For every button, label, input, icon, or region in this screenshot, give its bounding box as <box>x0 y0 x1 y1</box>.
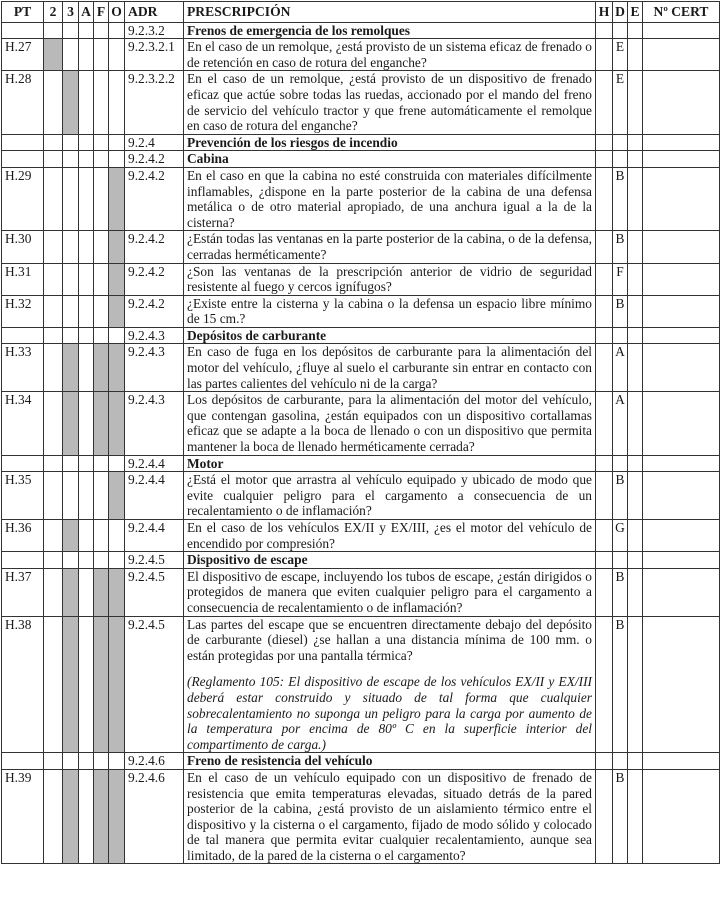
adr-ref: 9.2.3.2.2 <box>125 71 184 134</box>
header-row <box>2 2 720 23</box>
col-e-value <box>628 472 643 520</box>
cert-cell <box>643 263 720 295</box>
col-e-value <box>628 167 643 230</box>
col-e-value <box>628 71 643 134</box>
cert-cell <box>643 472 720 520</box>
shaded-cell <box>109 167 125 230</box>
table-row <box>2 71 720 134</box>
section-title: Depósitos de carburante <box>184 327 596 344</box>
col-e-value <box>628 344 643 392</box>
col-h-value <box>596 295 613 327</box>
col-d-value: B <box>613 568 628 616</box>
shaded-cell <box>63 568 79 616</box>
cert-cell <box>643 520 720 552</box>
cert-cell <box>643 769 720 864</box>
adr-ref: 9.2.4.4 <box>125 520 184 552</box>
item-code: H.32 <box>2 295 44 327</box>
adr-ref: 9.2.4.6 <box>125 769 184 864</box>
col-d-value: F <box>613 263 628 295</box>
prescription-text: ¿Existe entre la cisterna y la cabina o la defensa un espacio libre mínimo de 15 cm.? <box>184 295 596 327</box>
adr-ref: 9.2.4.2 <box>125 295 184 327</box>
prescription-text: En el caso de los vehículos EX/II y EX/III, ¿es el motor del vehículo de encendido por compresión? <box>184 520 596 552</box>
regulation-note: (Reglamento 105: El dispositivo de escape de los vehículos EX/II y EX/III deberá estar construido y situado de tal forma que cualquier sobrecalentamiento no suponga un peligro para la carga por aumento de la temperatura por encima de 80º C en la superficie interior del compartimento de carga.) <box>187 674 592 752</box>
item-code: H.36 <box>2 520 44 552</box>
table-row <box>2 344 720 392</box>
prescription-text: En caso de fuga en los depósitos de carburante para la alimentación del motor del vehículo, ¿fluye al suelo el carburante sin entrar en contacto con las partes calientes del vehículo ni de la carga? <box>184 344 596 392</box>
col-d-value: A <box>613 344 628 392</box>
col-h-value <box>596 344 613 392</box>
col-d-value: G <box>613 520 628 552</box>
item-code: H.30 <box>2 231 44 263</box>
header-d: D <box>613 2 628 23</box>
col-e-value <box>628 39 643 71</box>
section-title: Prevención de los riesgos de incendio <box>184 134 596 151</box>
adr-ref: 9.2.3.2 <box>125 22 184 39</box>
adr-ref: 9.2.4.2 <box>125 231 184 263</box>
col-e-value <box>628 295 643 327</box>
item-code: H.28 <box>2 71 44 134</box>
adr-ref: 9.2.4.5 <box>125 552 184 569</box>
section-title: Dispositivo de escape <box>184 552 596 569</box>
col-d-value: B <box>613 472 628 520</box>
col-h-value <box>596 231 613 263</box>
shaded-cell <box>94 616 109 753</box>
shaded-cell <box>109 263 125 295</box>
col-d-value: B <box>613 231 628 263</box>
shaded-cell <box>63 769 79 864</box>
col-e-value <box>628 568 643 616</box>
prescription-text: En el caso de un remolque, ¿está provisto de un dispositivo de frenado eficaz que actúe sobre todas las ruedas, accionado por el mando del freno de servicio del vehículo tractor y que frene automáticamente el remolque en caso de rotura del enganche? <box>184 71 596 134</box>
item-code: H.33 <box>2 344 44 392</box>
col-d-value: E <box>613 71 628 134</box>
col-h-value <box>596 167 613 230</box>
table-row <box>2 520 720 552</box>
shaded-cell <box>63 344 79 392</box>
item-code: H.27 <box>2 39 44 71</box>
shaded-cell <box>94 344 109 392</box>
table-row <box>2 39 720 71</box>
shaded-cell <box>109 769 125 864</box>
col-h-value <box>596 71 613 134</box>
col-d-value: A <box>613 392 628 455</box>
adr-ref: 9.2.4.3 <box>125 327 184 344</box>
header-col-a: A <box>79 2 94 23</box>
shaded-cell <box>109 392 125 455</box>
col-d-value: B <box>613 167 628 230</box>
header-col-f: F <box>94 2 109 23</box>
adr-ref: 9.2.4.2 <box>125 263 184 295</box>
prescription-cell <box>184 616 596 753</box>
adr-ref: 9.2.4.3 <box>125 344 184 392</box>
col-h-value <box>596 568 613 616</box>
header-col-3: 3 <box>63 2 79 23</box>
section-title: Frenos de emergencia de los remolques <box>184 22 596 39</box>
col-e-value <box>628 769 643 864</box>
prescription-text: En el caso de un vehículo equipado con un dispositivo de frenado de resistencia que emita temperaturas elevadas, situado detrás de la pared posterior de la cabina, ¿está provisto de un aislamiento térmico entre el dispositivo y la cisterna o el cargamento, fijado de modo sólido y colocado de tal manera que permita evitar cualquier recalentamiento, aunque sea limitado, de la pared de la cisterna o el cargamento? <box>184 769 596 864</box>
shaded-cell <box>94 568 109 616</box>
col-d-value: B <box>613 295 628 327</box>
shaded-cell <box>94 392 109 455</box>
section-row <box>2 134 720 151</box>
prescription-text: El dispositivo de escape, incluyendo los tubos de escape, ¿están dirigidos o protegidos de manera que eviten cualquier peligro para el cargamento a consecuencia de recalentamiento o de inflamación? <box>184 568 596 616</box>
shaded-cell <box>109 568 125 616</box>
item-code: H.34 <box>2 392 44 455</box>
header-cert: Nº CERT <box>643 2 720 23</box>
section-title: Freno de resistencia del vehículo <box>184 753 596 770</box>
cert-cell <box>643 295 720 327</box>
shaded-cell <box>63 392 79 455</box>
col-h-value <box>596 472 613 520</box>
cert-cell <box>643 39 720 71</box>
shaded-cell <box>63 616 79 753</box>
cert-cell <box>643 231 720 263</box>
header-h: H <box>596 2 613 23</box>
section-title: Motor <box>184 455 596 472</box>
section-row <box>2 753 720 770</box>
col-h-value <box>596 263 613 295</box>
item-code: H.31 <box>2 263 44 295</box>
adr-ref: 9.2.4.5 <box>125 568 184 616</box>
shaded-cell <box>63 71 79 134</box>
section-row <box>2 552 720 569</box>
adr-ref: 9.2.4 <box>125 134 184 151</box>
col-h-value <box>596 616 613 753</box>
section-row <box>2 327 720 344</box>
table-row <box>2 231 720 263</box>
adr-ref: 9.2.4.6 <box>125 753 184 770</box>
col-d-value: B <box>613 616 628 753</box>
table-row <box>2 616 720 753</box>
inspection-table <box>1 1 720 864</box>
section-row <box>2 455 720 472</box>
table-row <box>2 167 720 230</box>
table-row <box>2 295 720 327</box>
item-code: H.37 <box>2 568 44 616</box>
cert-cell <box>643 344 720 392</box>
table-row <box>2 392 720 455</box>
col-e-value <box>628 520 643 552</box>
shaded-cell <box>44 39 63 71</box>
cert-cell <box>643 392 720 455</box>
adr-ref: 9.2.4.3 <box>125 392 184 455</box>
cert-cell <box>643 616 720 753</box>
shaded-cell <box>109 231 125 263</box>
table-row <box>2 769 720 864</box>
table-row <box>2 472 720 520</box>
cert-cell <box>643 568 720 616</box>
header-e: E <box>628 2 643 23</box>
section-title: Cabina <box>184 151 596 168</box>
prescription-text: Los depósitos de carburante, para la alimentación del motor del vehículo, que contengan gasolina, ¿están equipados con un dispositivo cortallamas eficaz que se adapte a la boca de llenado o con un dispositivo que permita mantener la boca de llenado herméticamente cerrada? <box>184 392 596 455</box>
col-h-value <box>596 520 613 552</box>
adr-ref: 9.2.4.5 <box>125 616 184 753</box>
prescription-text: ¿Está el motor que arrastra al vehículo equipado y ubicado de modo que evite cualquier peligro para el cargamento a consecuencia de un recalentamiento o de inflamación? <box>184 472 596 520</box>
item-code: H.39 <box>2 769 44 864</box>
header-prescripcion: PRESCRIPCIÓN <box>184 2 596 23</box>
adr-ref: 9.2.4.4 <box>125 472 184 520</box>
shaded-cell <box>63 520 79 552</box>
shaded-cell <box>94 769 109 864</box>
prescription-text: En el caso de un remolque, ¿está provisto de un sistema eficaz de frenado o de retención en caso de rotura del enganche? <box>184 39 596 71</box>
prescription-text: ¿Son las ventanas de la prescripción anterior de vidrio de seguridad resistente al fuego y cercos ignífugos? <box>184 263 596 295</box>
table-row <box>2 568 720 616</box>
col-d-value: E <box>613 39 628 71</box>
item-code: H.35 <box>2 472 44 520</box>
col-e-value <box>628 616 643 753</box>
prescription-text: ¿Están todas las ventanas en la parte posterior de la cabina, o de la defensa, cerradas herméticamente? <box>184 231 596 263</box>
col-h-value <box>596 769 613 864</box>
prescription-text: Las partes del escape que se encuentren directamente debajo del depósito de carburante (diesel) ¿se hallan a una distancia mínima de 100 mm. o están protegidas por una pantalla térmica? <box>187 616 592 663</box>
col-e-value <box>628 392 643 455</box>
shaded-cell <box>109 295 125 327</box>
item-code: H.29 <box>2 167 44 230</box>
header-adr: ADR <box>125 2 184 23</box>
section-row <box>2 151 720 168</box>
table-row <box>2 263 720 295</box>
shaded-cell <box>109 472 125 520</box>
cert-cell <box>643 71 720 134</box>
cert-cell <box>643 167 720 230</box>
prescription-text: En el caso en que la cabina no esté construida con materiales difícilmente inflamables, ¿dispone en la parte posterior de la cabina de una defensa metálica o de otro material apropiado, de una anchura igual a la de la cisterna? <box>184 167 596 230</box>
shaded-cell <box>109 344 125 392</box>
shaded-cell <box>109 616 125 753</box>
section-row <box>2 22 720 39</box>
header-col-2: 2 <box>44 2 63 23</box>
item-code: H.38 <box>2 616 44 753</box>
adr-ref: 9.2.4.2 <box>125 151 184 168</box>
col-e-value <box>628 231 643 263</box>
header-col-o: O <box>109 2 125 23</box>
col-e-value <box>628 263 643 295</box>
col-h-value <box>596 392 613 455</box>
adr-ref: 9.2.3.2.1 <box>125 39 184 71</box>
header-pt: PT <box>2 2 44 23</box>
col-h-value <box>596 39 613 71</box>
col-d-value: B <box>613 769 628 864</box>
adr-ref: 9.2.4.4 <box>125 455 184 472</box>
adr-ref: 9.2.4.2 <box>125 167 184 230</box>
